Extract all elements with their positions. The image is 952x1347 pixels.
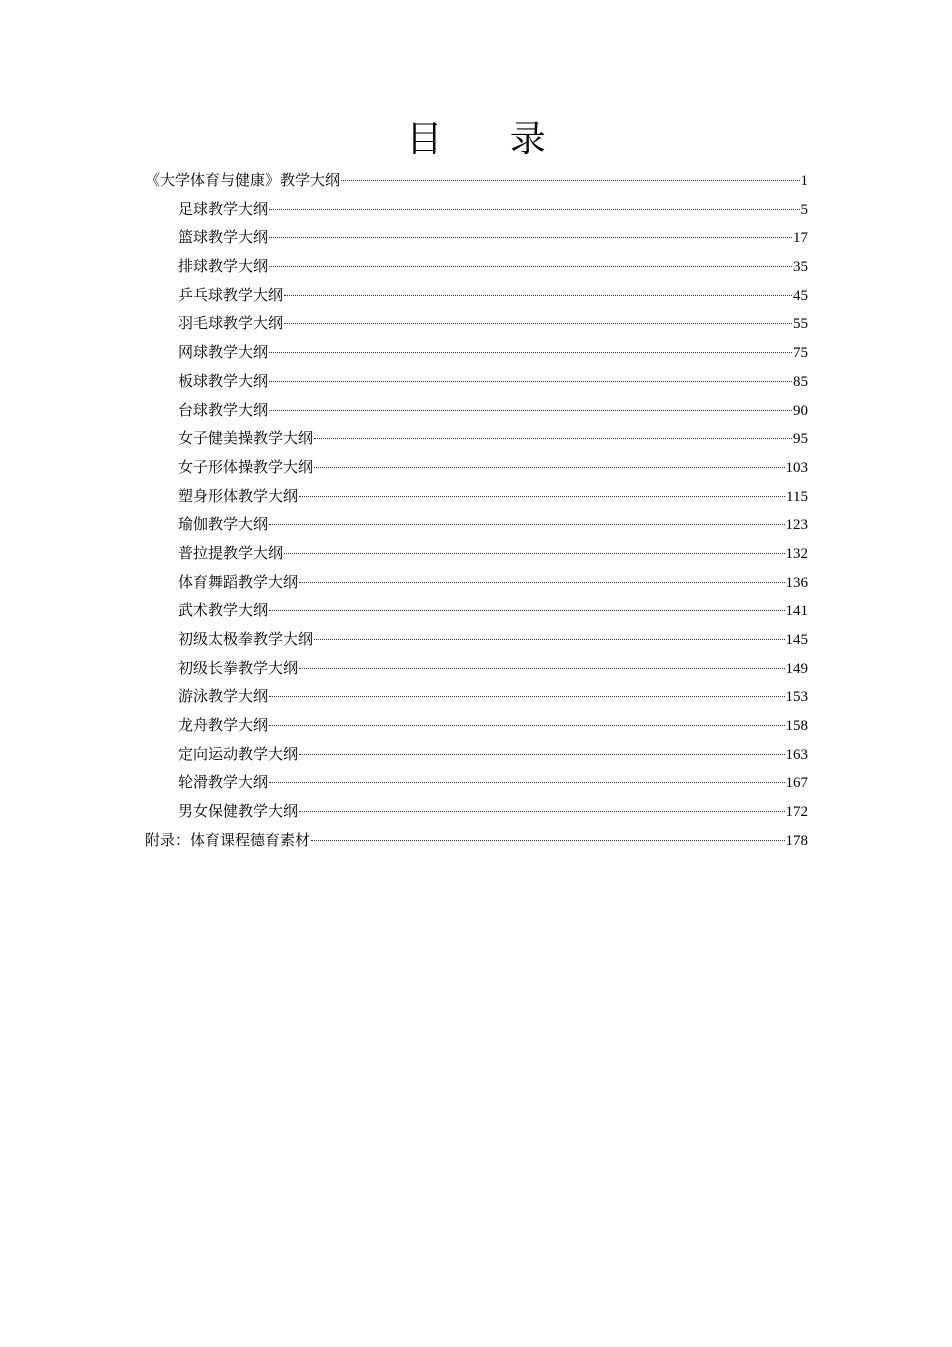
toc-dot-leader	[269, 266, 792, 267]
toc-entry[interactable]	[145, 797, 808, 826]
toc-entry-page-number: 163	[785, 746, 808, 763]
toc-dot-leader	[299, 496, 785, 497]
toc-entry-label: 塑身形体教学大纲	[178, 486, 299, 505]
toc-entry-page-number: 35	[793, 259, 808, 276]
toc-dot-leader	[269, 696, 784, 697]
toc-entry-label: 篮球教学大纲	[178, 228, 269, 247]
toc-entry-label: 定向运动教学大纲	[178, 744, 299, 763]
toc-entry[interactable]	[145, 166, 808, 195]
toc-dot-leader	[311, 840, 784, 841]
toc-dot-leader	[314, 467, 784, 468]
toc-dot-leader	[269, 237, 792, 238]
toc-entry-label: 武术教学大纲	[178, 601, 269, 620]
toc-entry-page-number: 95	[793, 431, 808, 448]
toc-dot-leader	[269, 610, 784, 611]
toc-dot-leader	[299, 668, 784, 669]
toc-entry[interactable]	[145, 568, 808, 597]
toc-entry-label: 普拉提教学大纲	[178, 543, 284, 562]
toc-entry-label: 附录：体育课程德育素材	[145, 830, 311, 849]
toc-entry-label: 《大学体育与健康》教学大纲	[145, 171, 341, 189]
toc-entry-label: 女子健美操教学大纲	[178, 429, 314, 448]
toc-entry-page-number: 85	[793, 373, 808, 390]
toc-entry[interactable]	[145, 482, 808, 511]
toc-entry-page-number: 5	[800, 201, 808, 218]
toc-entry-label: 初级长拳教学大纲	[178, 658, 299, 677]
toc-dot-leader	[269, 352, 792, 353]
page-title: 目 录	[406, 119, 574, 160]
toc-entry-page-number: 55	[793, 316, 808, 333]
toc-entry[interactable]	[145, 223, 808, 252]
toc-entry[interactable]	[145, 338, 808, 367]
toc-entry-label: 瑜伽教学大纲	[178, 515, 269, 534]
toc-entry-label: 轮滑教学大纲	[178, 773, 269, 792]
toc-dot-leader	[284, 553, 784, 554]
toc-dot-leader	[269, 410, 792, 411]
toc-dot-leader	[269, 782, 784, 783]
toc-entry[interactable]	[145, 195, 808, 224]
toc-entry-label: 足球教学大纲	[178, 199, 269, 218]
table-of-contents	[145, 166, 808, 855]
toc-entry-label: 游泳教学大纲	[178, 687, 269, 706]
toc-entry[interactable]	[145, 711, 808, 740]
toc-entry-page-number: 123	[785, 517, 808, 534]
toc-entry-label: 板球教学大纲	[178, 371, 269, 390]
toc-dot-leader	[299, 754, 784, 755]
toc-dot-leader	[284, 295, 792, 296]
toc-entry-page-number: 17	[793, 230, 808, 247]
toc-dot-leader	[341, 180, 799, 181]
toc-entry-page-number: 75	[793, 345, 808, 362]
toc-entry[interactable]	[145, 309, 808, 338]
toc-entry[interactable]	[145, 367, 808, 396]
toc-entry[interactable]	[145, 281, 808, 310]
toc-entry[interactable]	[145, 453, 808, 482]
toc-entry[interactable]	[145, 768, 808, 797]
toc-entry-label: 羽毛球教学大纲	[178, 314, 284, 333]
toc-dot-leader	[299, 811, 784, 812]
toc-entry-label: 男女保健教学大纲	[178, 802, 299, 821]
toc-entry[interactable]	[145, 396, 808, 425]
toc-entry-page-number: 115	[786, 488, 808, 505]
toc-entry-page-number: 145	[785, 632, 808, 648]
toc-entry-page-number: 149	[785, 660, 808, 677]
toc-entry-label: 台球教学大纲	[178, 400, 269, 419]
toc-entry[interactable]	[145, 510, 808, 539]
toc-entry-page-number: 132	[785, 545, 808, 562]
toc-entry[interactable]	[145, 682, 808, 711]
toc-dot-leader	[284, 323, 792, 324]
toc-entry[interactable]	[145, 539, 808, 568]
toc-entry-label: 龙舟教学大纲	[178, 716, 269, 735]
toc-entry[interactable]	[145, 596, 808, 625]
toc-entry[interactable]	[145, 654, 808, 683]
toc-entry-page-number: 141	[785, 603, 808, 620]
toc-dot-leader	[269, 524, 784, 525]
toc-entry-page-number: 103	[785, 459, 808, 476]
toc-entry[interactable]	[145, 252, 808, 281]
toc-entry-page-number: 45	[793, 287, 808, 304]
toc-entry-page-number: 90	[793, 402, 808, 419]
toc-entry-label: 初级太极拳教学大纲	[178, 630, 314, 648]
toc-dot-leader	[314, 438, 792, 439]
toc-entry-page-number: 136	[785, 574, 808, 591]
toc-entry[interactable]	[145, 826, 808, 855]
toc-entry-label: 乒乓球教学大纲	[178, 285, 284, 304]
toc-entry-label: 网球教学大纲	[178, 343, 269, 362]
toc-entry-label: 排球教学大纲	[178, 257, 269, 276]
toc-entry-page-number: 153	[785, 689, 808, 706]
toc-entry-label: 体育舞蹈教学大纲	[178, 572, 299, 591]
toc-entry-page-number: 167	[785, 775, 808, 792]
toc-entry-page-number: 172	[785, 804, 808, 821]
toc-entry-page-number: 178	[785, 832, 808, 849]
toc-entry[interactable]	[145, 625, 808, 654]
toc-dot-leader	[269, 209, 799, 210]
toc-entry[interactable]	[145, 740, 808, 769]
toc-dot-leader	[269, 725, 784, 726]
toc-dot-leader	[299, 582, 784, 583]
toc-entry-label: 女子形体操教学大纲	[178, 457, 314, 476]
toc-entry-page-number: 158	[785, 718, 808, 735]
toc-entry-page-number: 1	[800, 173, 808, 189]
toc-entry[interactable]	[145, 424, 808, 453]
toc-dot-leader	[269, 381, 792, 382]
toc-dot-leader	[314, 639, 784, 640]
